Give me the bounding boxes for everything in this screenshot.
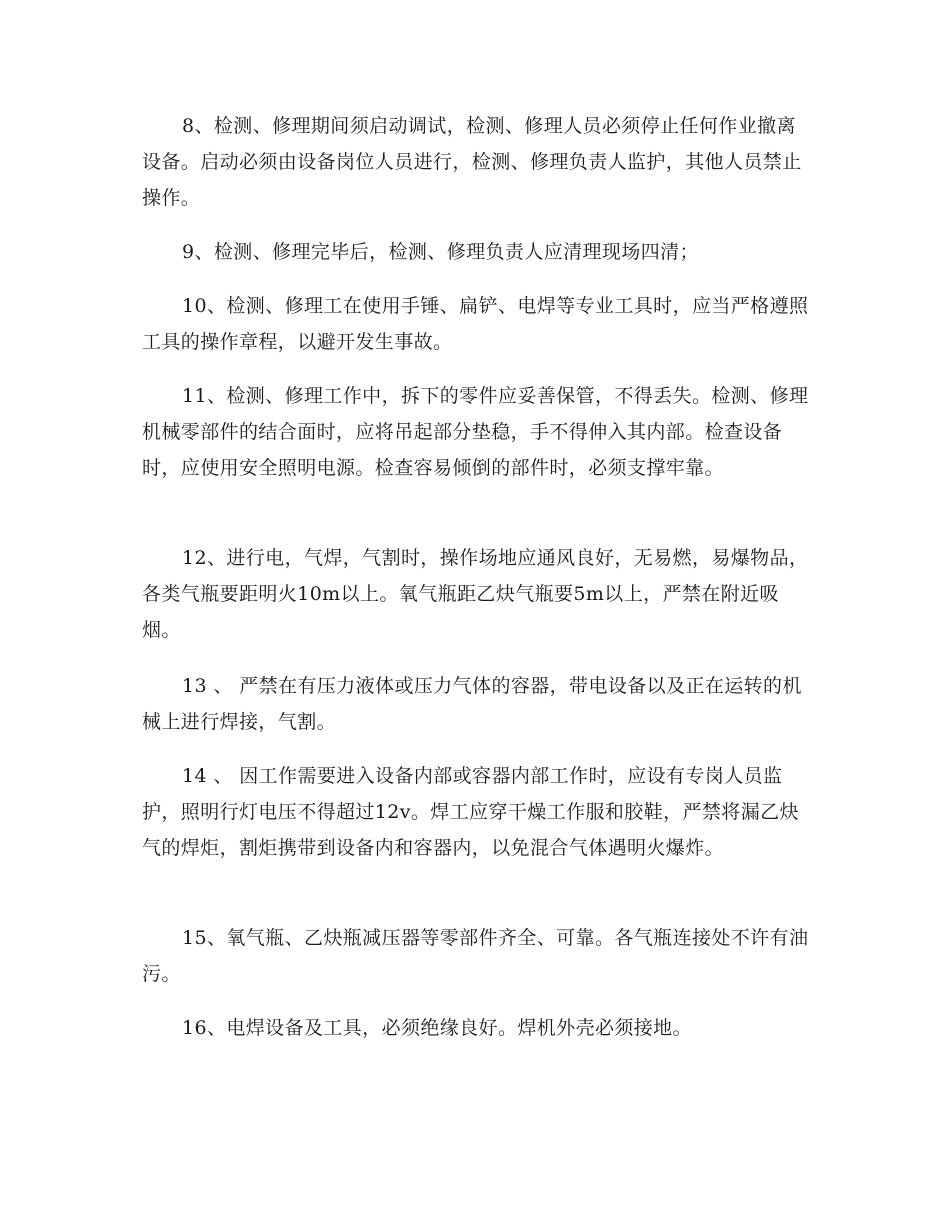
paragraph-item-11: 11、检测、修理工作中，拆下的零件应妥善保管，不得丢失。检测、修理机械零部件的结合面时，应将吊起部分垫稳，手不得伸入其内部。检查设备时，应使用安全照明电源。检查容易倾倒的部件时，必须支撑牢靠。 [142,385,809,479]
paragraph-item-10: 10、检测、修理工在使用手锤、扁铲、电焊等专业工具时，应当严格遵照工具的操作章程，以避开发生事故。 [142,295,809,353]
paragraph-item-14: 14 、 因工作需要进入设备内部或容器内部工作时，应设有专岗人员监护，照明行灯电压不得超过12v。焊工应穿干燥工作服和胶鞋，严禁将漏乙炔气的焊炬，割炬携带到设备内和容器内，以免混合气体遇明火爆炸。 [142,765,799,859]
paragraph-item-12: 12、进行电，气焊，气割时，操作场地应通风良好，无易燃，易爆物品，各类气瓶要距明火10m以上。氧气瓶距乙炔气瓶要5m以上，严禁在附近吸烟。 [142,547,809,641]
paragraph-item-8: 8、检测、修理期间须启动调试，检测、修理人员必须停止任何作业撤离设备。启动必须由设备岗位人员进行，检测、修理负责人监护，其他人员禁止操作。 [142,115,802,209]
paragraph-item-13: 13 、 严禁在有压力液体或压力气体的容器，带电设备以及正在运转的机械上进行焊接，气割。 [142,675,802,733]
paragraph-item-15: 15、氧气瓶、乙炔瓶减压器等零部件齐全、可靠。各气瓶连接处不许有油污。 [142,927,809,985]
paragraph-item-16: 16、电焊设备及工具，必须绝缘良好。焊机外壳必须接地。 [182,1017,692,1039]
paragraph-item-9: 9、检测、修理完毕后，检测、修理负责人应清理现场四清； [182,241,699,263]
